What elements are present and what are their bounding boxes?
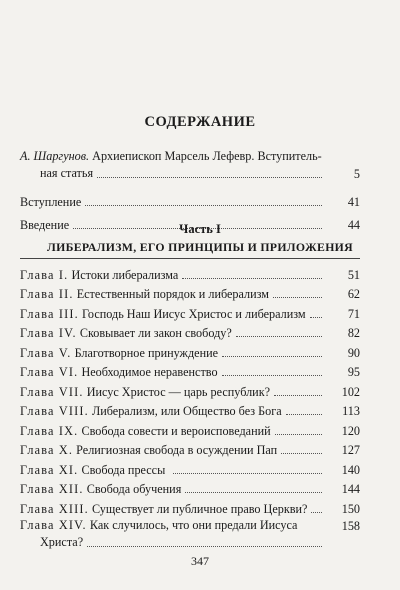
part-heading	[0, 222, 400, 255]
toc-entry-title: Введение	[20, 218, 70, 232]
chapter-entry[interactable]	[20, 283, 360, 303]
toc-entry-page: 5	[353, 167, 360, 181]
chapter-title: Либерализм, или Общество без Бога	[91, 404, 282, 418]
chapter-title: Свобода обучения	[86, 482, 182, 496]
dot-leader	[87, 546, 322, 547]
chapter-page: 95	[347, 365, 360, 379]
dot-leader	[274, 395, 322, 396]
chapter-title: Как случилось, что они предали Иисуса	[89, 517, 298, 532]
dot-leader	[310, 317, 322, 318]
chapter-number: Глава III.	[20, 306, 79, 321]
chapter-number: Глава V.	[20, 345, 72, 360]
chapter-entry[interactable]	[20, 458, 360, 478]
chapter-number: Глава VI.	[20, 365, 79, 379]
chapter-page: 62	[347, 287, 360, 301]
dot-leader	[286, 414, 322, 415]
chapter-number: Глава IV.	[20, 326, 77, 340]
toc-entry-title: Архиепископ Марсель Лефевр. Вступитель-	[92, 149, 322, 163]
chapter-number: Глава I.	[20, 267, 69, 282]
chapter-page: 127	[341, 443, 360, 457]
chapter-number: Глава II.	[20, 287, 74, 301]
dot-leader	[222, 356, 322, 357]
chapter-entry[interactable]	[20, 302, 360, 322]
chapter-page: 150	[341, 501, 360, 516]
toc-entry-foreword[interactable]	[20, 148, 360, 182]
toc-entry-page: 41	[347, 194, 360, 209]
dot-leader	[281, 453, 322, 454]
chapter-list	[20, 263, 360, 551]
chapter-number: Глава XII.	[20, 482, 84, 496]
chapter-entry[interactable]	[20, 400, 360, 420]
chapter-title: Истоки либерализма	[71, 267, 179, 282]
chapter-entry[interactable]	[20, 419, 360, 439]
chapter-title: Существует ли публичное право Церкви?	[91, 501, 308, 516]
chapter-page: 90	[347, 345, 360, 360]
dot-leader	[222, 375, 322, 376]
chapter-entry[interactable]	[20, 497, 360, 517]
chapter-page: 71	[347, 306, 360, 321]
bleed-through-text	[60, 0, 360, 120]
chapter-number: Глава VIII.	[20, 404, 89, 418]
page-title: СОДЕРЖАНИЕ	[144, 114, 256, 130]
chapter-title: Естественный порядок и либерализм	[76, 287, 269, 301]
dot-leader	[97, 177, 322, 178]
page-number: 347	[191, 554, 209, 568]
chapter-page: 51	[347, 267, 360, 282]
dot-leader	[273, 297, 322, 298]
chapter-number: Глава X.	[20, 443, 74, 457]
chapter-page: 140	[341, 462, 360, 477]
chapter-title: Благотворное принуждение	[74, 345, 219, 360]
chapter-title: Господь Наш Иисус Христос и либерализм	[81, 306, 306, 321]
chapter-page: 120	[341, 423, 360, 438]
chapter-number: Глава XI.	[20, 462, 79, 477]
chapter-page: 158	[341, 518, 360, 533]
dot-leader	[311, 512, 322, 513]
chapter-title: Необходимое неравенство	[81, 365, 218, 379]
part-title: ЛИБЕРАЛИЗМ, ЕГО ПРИНЦИПЫ И ПРИЛОЖЕНИЯ	[47, 240, 353, 254]
dot-leader	[236, 336, 322, 337]
chapter-title: Религиозная свобода в осуждении Пап	[76, 443, 278, 457]
dot-leader	[85, 205, 322, 206]
chapter-number: Глава IX.	[20, 423, 79, 438]
chapter-page: 144	[341, 482, 360, 496]
chapter-entry[interactable]	[20, 517, 360, 551]
toc-entry-page: 44	[347, 218, 360, 232]
front-matter-list	[20, 148, 360, 233]
toc-entry-intro[interactable]	[20, 190, 360, 210]
chapter-title: Сковывает ли закон свободу?	[79, 326, 232, 340]
dot-leader	[173, 473, 322, 474]
chapter-entry[interactable]	[20, 341, 360, 361]
chapter-page: 102	[341, 384, 360, 399]
chapter-number: Глава XIII.	[20, 501, 89, 516]
dot-leader	[185, 492, 322, 493]
chapter-title-cont: Христа?	[40, 534, 84, 549]
chapter-entry[interactable]	[20, 322, 360, 342]
part-divider	[20, 258, 360, 259]
toc-entry-title: Вступление	[20, 194, 82, 209]
chapter-entry[interactable]	[20, 478, 360, 498]
chapter-entry[interactable]	[20, 263, 360, 283]
chapter-entry[interactable]	[20, 361, 360, 381]
dot-leader	[182, 278, 322, 279]
chapter-number: Глава XIV.	[20, 517, 87, 532]
toc-entry-title-cont: ная статья	[40, 166, 94, 180]
chapter-page: 113	[342, 404, 360, 418]
chapter-number: Глава VII.	[20, 384, 84, 399]
part-label: Часть I	[179, 222, 221, 236]
chapter-title: Свобода совести и вероисповеданий	[81, 423, 271, 438]
dot-leader	[275, 434, 322, 435]
toc-entry-author: А. Шаргунов.	[20, 149, 90, 163]
chapter-entry[interactable]	[20, 439, 360, 459]
chapter-page: 82	[347, 326, 360, 340]
chapter-title: Свобода прессы	[81, 462, 166, 477]
chapter-entry[interactable]	[20, 380, 360, 400]
chapter-title: Иисус Христос — царь республик?	[86, 384, 271, 399]
